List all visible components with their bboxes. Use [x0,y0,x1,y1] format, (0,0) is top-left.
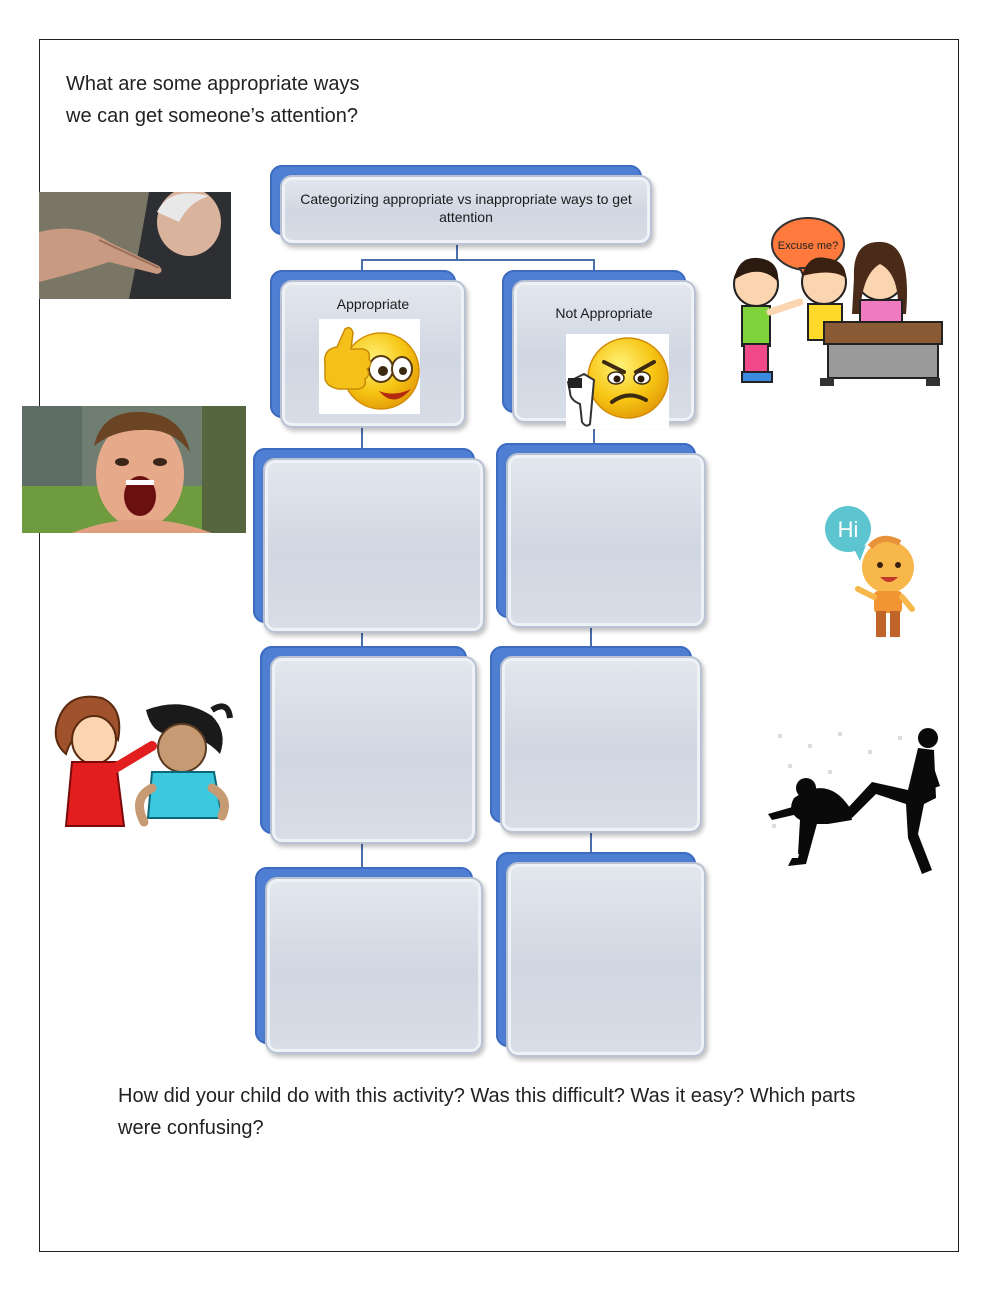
appropriate-answer-box-2[interactable] [260,646,477,844]
appropriate-answer-box-1[interactable] [253,448,485,633]
hi-kid-cartoon [822,505,920,641]
question-prompt [66,68,426,132]
connector-left-3 [361,843,363,869]
connector-horizontal [361,259,595,261]
not-appropriate-answer-box-3[interactable] [496,852,706,1057]
connector-right-2 [590,626,592,648]
appropriate-label: Appropriate [336,296,410,312]
question-line-2: we can get someone’s attention? [66,105,359,127]
connector-left-1 [361,428,363,450]
chart-title-box [270,165,652,245]
excuse-me-bubble-text: Excuse me? [777,240,839,252]
shouting-boy-photo [22,406,246,533]
appropriate-answer-box-3[interactable] [255,867,483,1054]
not-appropriate-label: Not Appropriate [555,305,653,321]
hi-bubble-text: Hi [837,517,859,542]
chart-title: Categorizing appropriate vs inappropriate ways to get attention [300,191,632,225]
not-appropriate-answer-box-2[interactable] [490,646,702,833]
kicking-silhouettes-illustration [768,724,940,880]
hair-pulling-cartoon [52,688,237,831]
tapping-shoulder-photo [39,192,231,299]
not-appropriate-answer-box-1[interactable] [496,443,706,628]
connector-title-down [456,244,458,260]
excuse-me-kids-cartoon [728,214,946,398]
reflection-question: How did your child do with this activity? Was this difficult? Was it easy? Which parts were confusing? [118,1085,856,1139]
thumbs-down-angry-emoji-icon [566,334,669,429]
question-line-1: What are some appropriate ways [66,73,360,95]
thumbs-up-emoji-icon [319,319,420,414]
